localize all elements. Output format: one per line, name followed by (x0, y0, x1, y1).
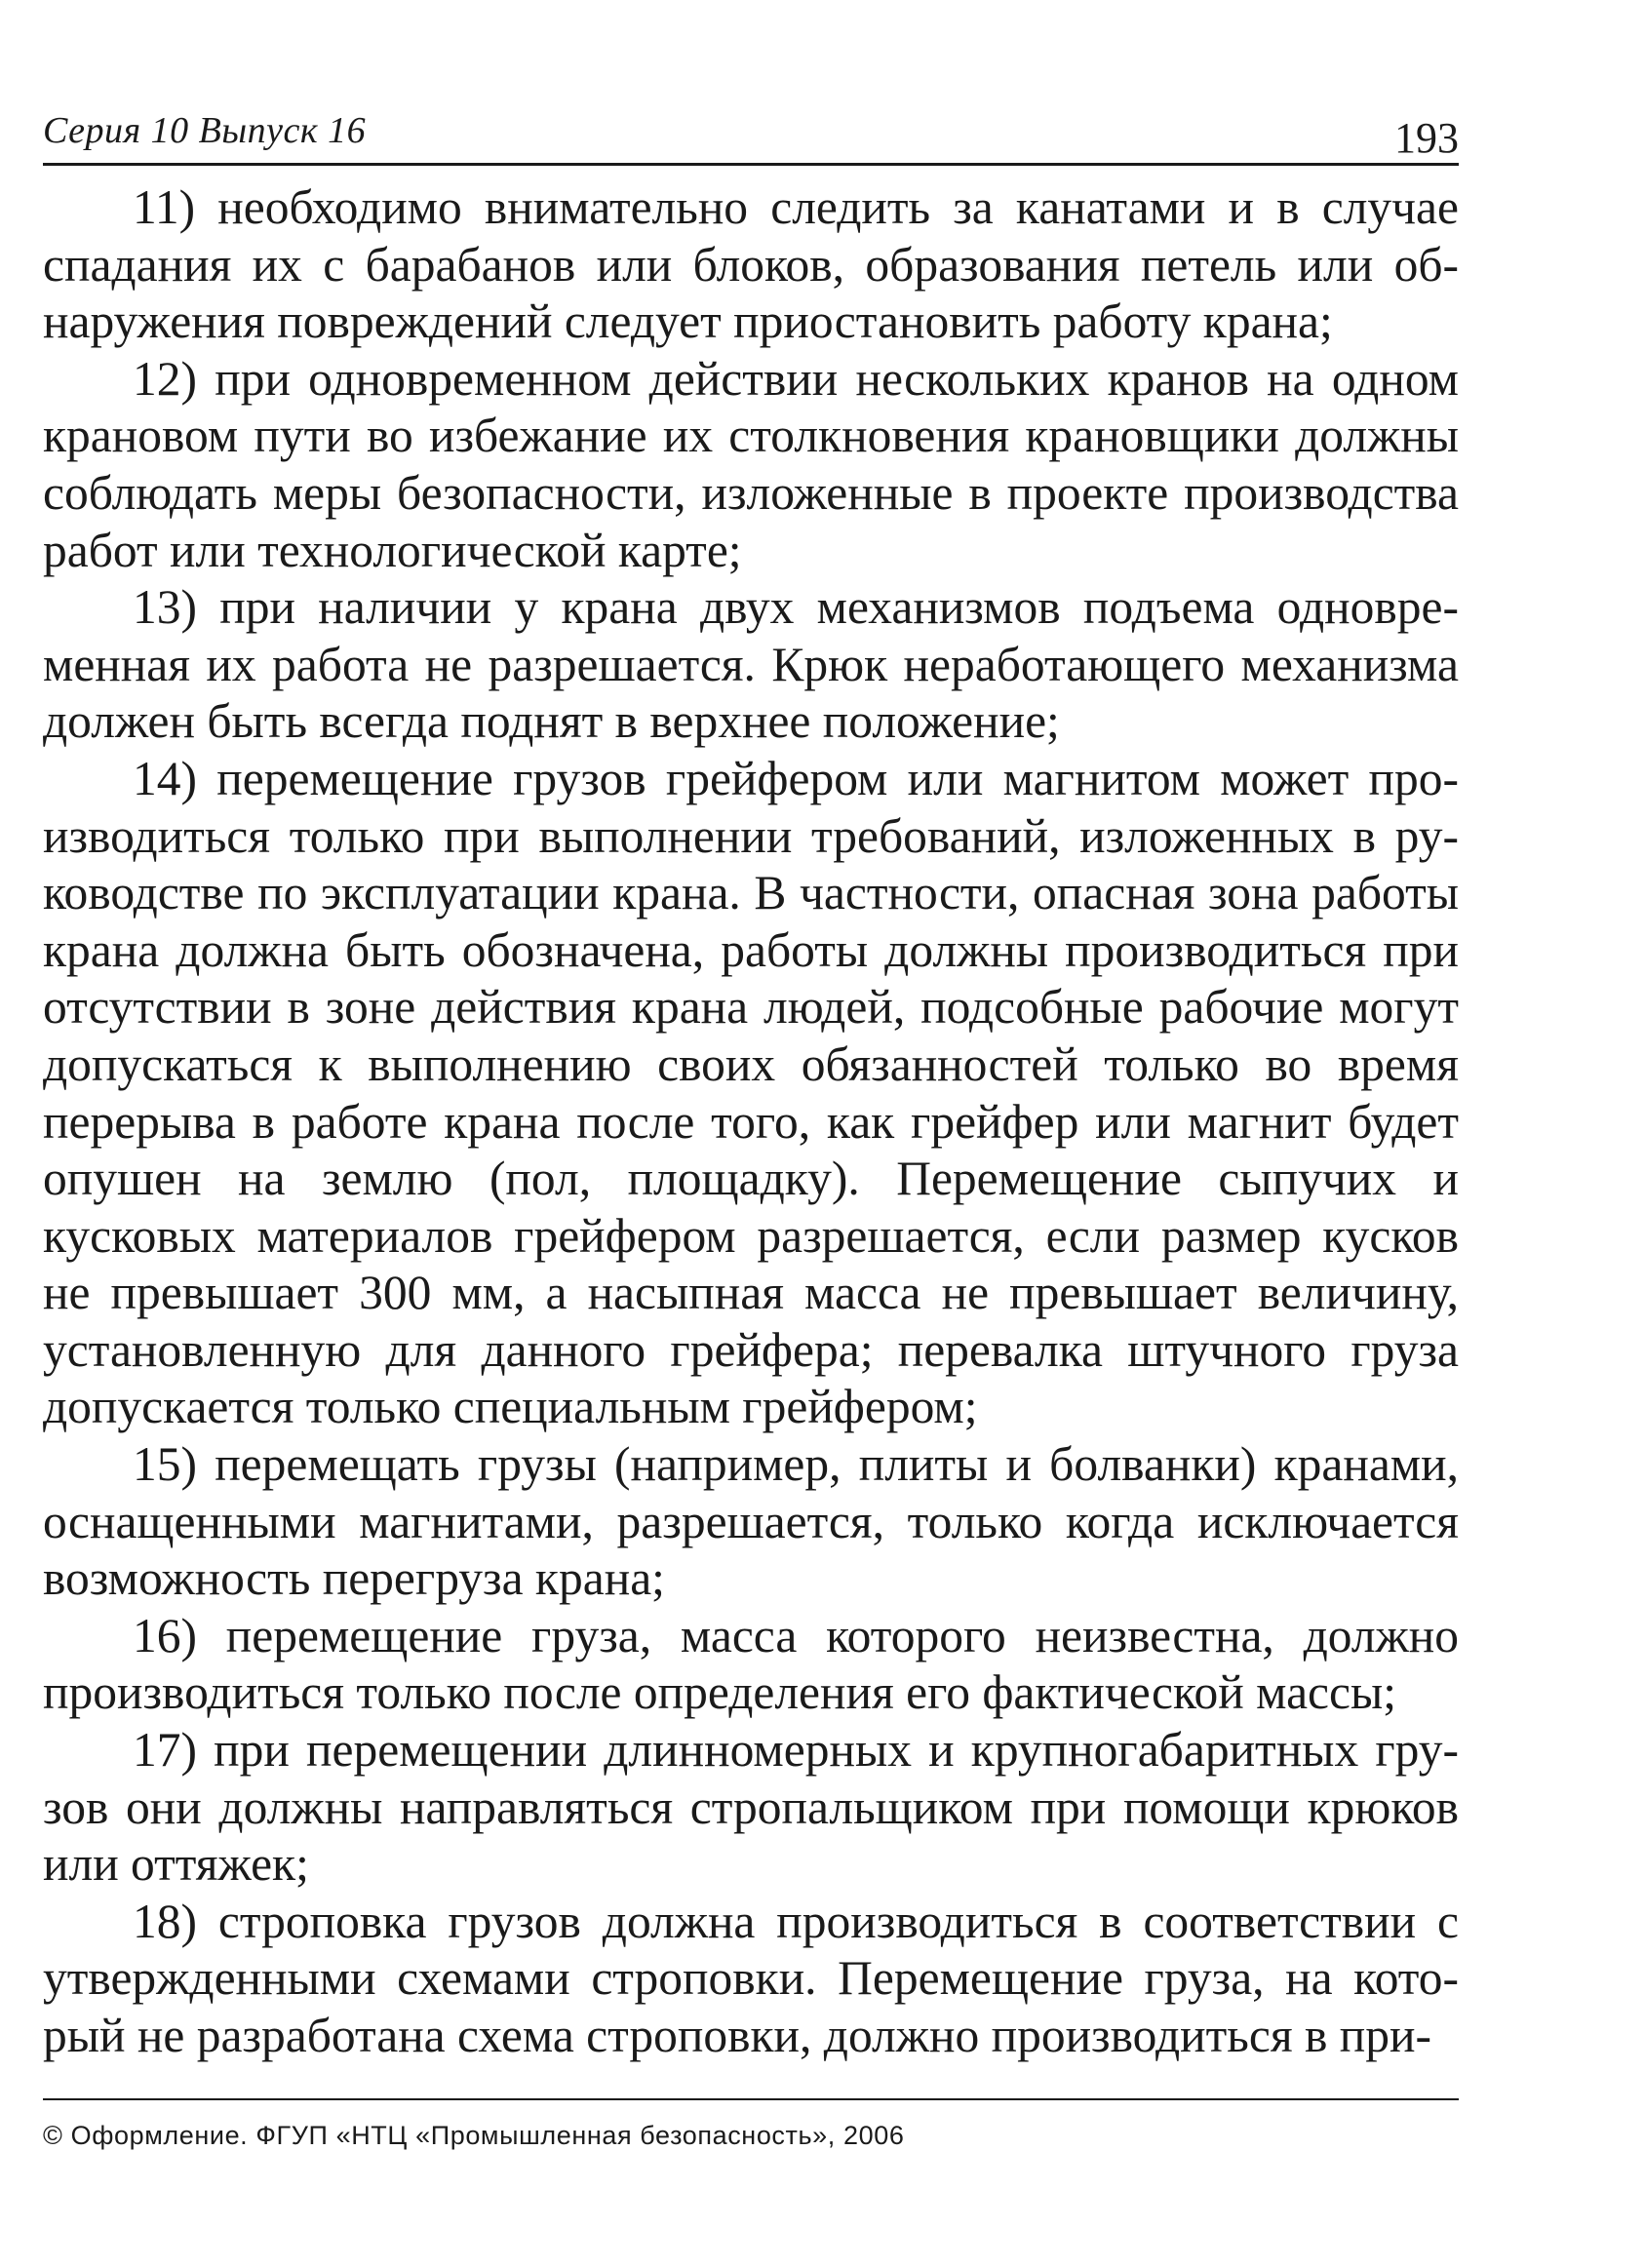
paragraph-item-17: 17) при перемещении длинномерных и крупногабаритных грузов они должны направляться стропальщиком при помощи крюков или оттяжек; (43, 1723, 1459, 1892)
body-text (43, 179, 1459, 2065)
running-header (43, 105, 1459, 164)
paragraph-item-14: 14) перемещение грузов грейфером или магнитом может производиться только при выполнении требований, изложенных в руководстве по эксплуатации крана. В частности, опасная зона работы крана должна быть обозначена, работы должны производиться при отсутствии в зоне действия крана людей, подсобные рабочие могут допускаться к выполнению своих обязанностей только во время перерыва в работе крана после того, как грейфер или магнит будет опушен на землю (пол, площадку). Перемещение сыпучих и кусковых материалов грейфером разрешается, если размер кусков не превышает 300 мм, а насыпная масса не превышает величину, установленную для данного грейфера; перевалка штучного груза допускается только специальным грейфером; (43, 751, 1459, 1434)
page-number: 193 (1394, 114, 1459, 162)
paragraph-item-12: 12) при одновременном действии нескольких кранов на одном крановом пути во избежание их столкновения крановщики должны соблюдать меры безопасности, изложенные в проекте производства работ или технологической карте; (43, 351, 1459, 577)
series-title: Серия 10 Выпуск 16 (43, 110, 367, 151)
paragraph-item-15: 15) перемещать грузы (например, плиты и болванки) кранами, оснащенными магнитами, разрешается, только когда исключается возможность перегруза крана; (43, 1437, 1459, 1606)
paragraph-item-13: 13) при наличии у крана двух механизмов подъема одновременная их работа не разрешается. Крюк неработающего механизма должен быть всегда поднят в верхнее положение; (43, 580, 1459, 749)
header-divider (43, 163, 1459, 166)
footer-divider (43, 2098, 1459, 2100)
paragraph-item-18: 18) строповка грузов должна производиться в соответствии с утвержденными схемами строповки. Перемещение груза, на который не разработана схема строповки, должно производиться в при- (43, 1894, 1459, 2062)
copyright-notice: © Оформление. ФГУП «НТЦ «Промышленная безопасность», 2006 (43, 2121, 905, 2150)
paragraph-item-16: 16) перемещение груза, масса которого неизвестна, должно производиться только после определения его фактической массы; (43, 1608, 1459, 1720)
paragraph-item-11: 11) необходимо внимательно следить за канатами и в случае спадания их с барабанов или блоков, образования петель или обнаружения повреждений следует приостановить работу крана; (43, 180, 1459, 349)
